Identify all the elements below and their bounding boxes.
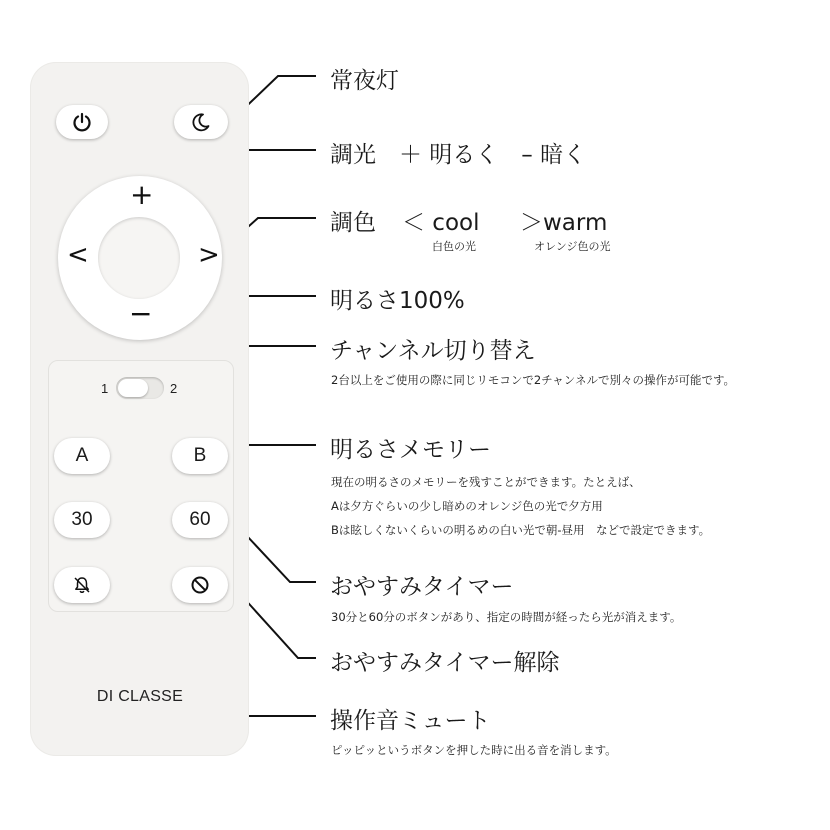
timer-cancel-button[interactable] xyxy=(172,567,228,603)
timer-60-button[interactable]: 60 xyxy=(172,502,228,538)
channel-1-label: 1 xyxy=(101,381,109,396)
mute-label: 操作音ミュート xyxy=(330,708,491,734)
color-label: 調色 xyxy=(330,210,376,236)
memory-description-line-3: Bは眩しくないくらいの明るめの白い光で朝-昼用 などで設定できます。 xyxy=(331,523,711,537)
memory-b-button[interactable]: B xyxy=(172,438,228,474)
sleep-cancel-label: おやすみタイマー解除 xyxy=(330,650,560,676)
timer-30-button[interactable]: 30 xyxy=(54,502,110,538)
channel-description: 2台以上をご使用の際に同じリモコンで2チャンネルで別々の操作が可能です。 xyxy=(331,373,736,387)
night-light-label: 常夜灯 xyxy=(330,68,399,94)
power-icon xyxy=(71,111,93,133)
mute-button[interactable] xyxy=(54,567,110,603)
color-warm-label: ＞warm xyxy=(520,210,608,236)
brand-logo-text: DI CLASSE xyxy=(96,688,184,705)
memory-description-line-1: 現在の明るさのメモリーを残すことができます。たとえば、 xyxy=(331,475,641,489)
brightness-label: 明るさ100% xyxy=(330,288,465,314)
color-warm-caption: オレンジ色の光 xyxy=(534,240,611,253)
channel-switch[interactable] xyxy=(116,377,164,399)
cancel-icon xyxy=(190,575,210,595)
memory-description-line-2: Aは夕方ぐらいの少し暗めのオレンジ色の光で夕方用 xyxy=(331,499,603,513)
color-cool-caption: 白色の光 xyxy=(432,240,476,253)
dpad-up-plus-button[interactable]: + xyxy=(130,178,154,211)
memory-a-button[interactable]: A xyxy=(54,438,110,474)
moon-icon xyxy=(190,111,212,133)
channel-label: チャンネル切り替え xyxy=(330,338,536,364)
dpad-down-minus-button[interactable]: − xyxy=(129,297,153,330)
color-cool-label: ＜ cool xyxy=(402,210,480,236)
power-button[interactable] xyxy=(56,105,108,139)
dpad-center-button[interactable] xyxy=(98,217,180,299)
sleep-timer-label: おやすみタイマー xyxy=(330,574,514,600)
dpad-right-button[interactable]: > xyxy=(198,240,220,270)
channel-switch-knob xyxy=(118,379,148,397)
dpad-left-button[interactable]: < xyxy=(67,240,89,270)
mute-description: ピッピッというボタンを押した時に出る音を消します。 xyxy=(331,743,617,757)
bell-off-icon xyxy=(72,575,92,595)
sleep-timer-description: 30分と60分のボタンがあり、指定の時間が経ったら光が消えます。 xyxy=(331,610,682,624)
memory-label: 明るさメモリー xyxy=(330,437,491,463)
night-light-button[interactable] xyxy=(174,105,228,139)
dimming-label: 調光 ＋ 明るく – 暗く xyxy=(330,142,587,168)
channel-2-label: 2 xyxy=(170,381,178,396)
